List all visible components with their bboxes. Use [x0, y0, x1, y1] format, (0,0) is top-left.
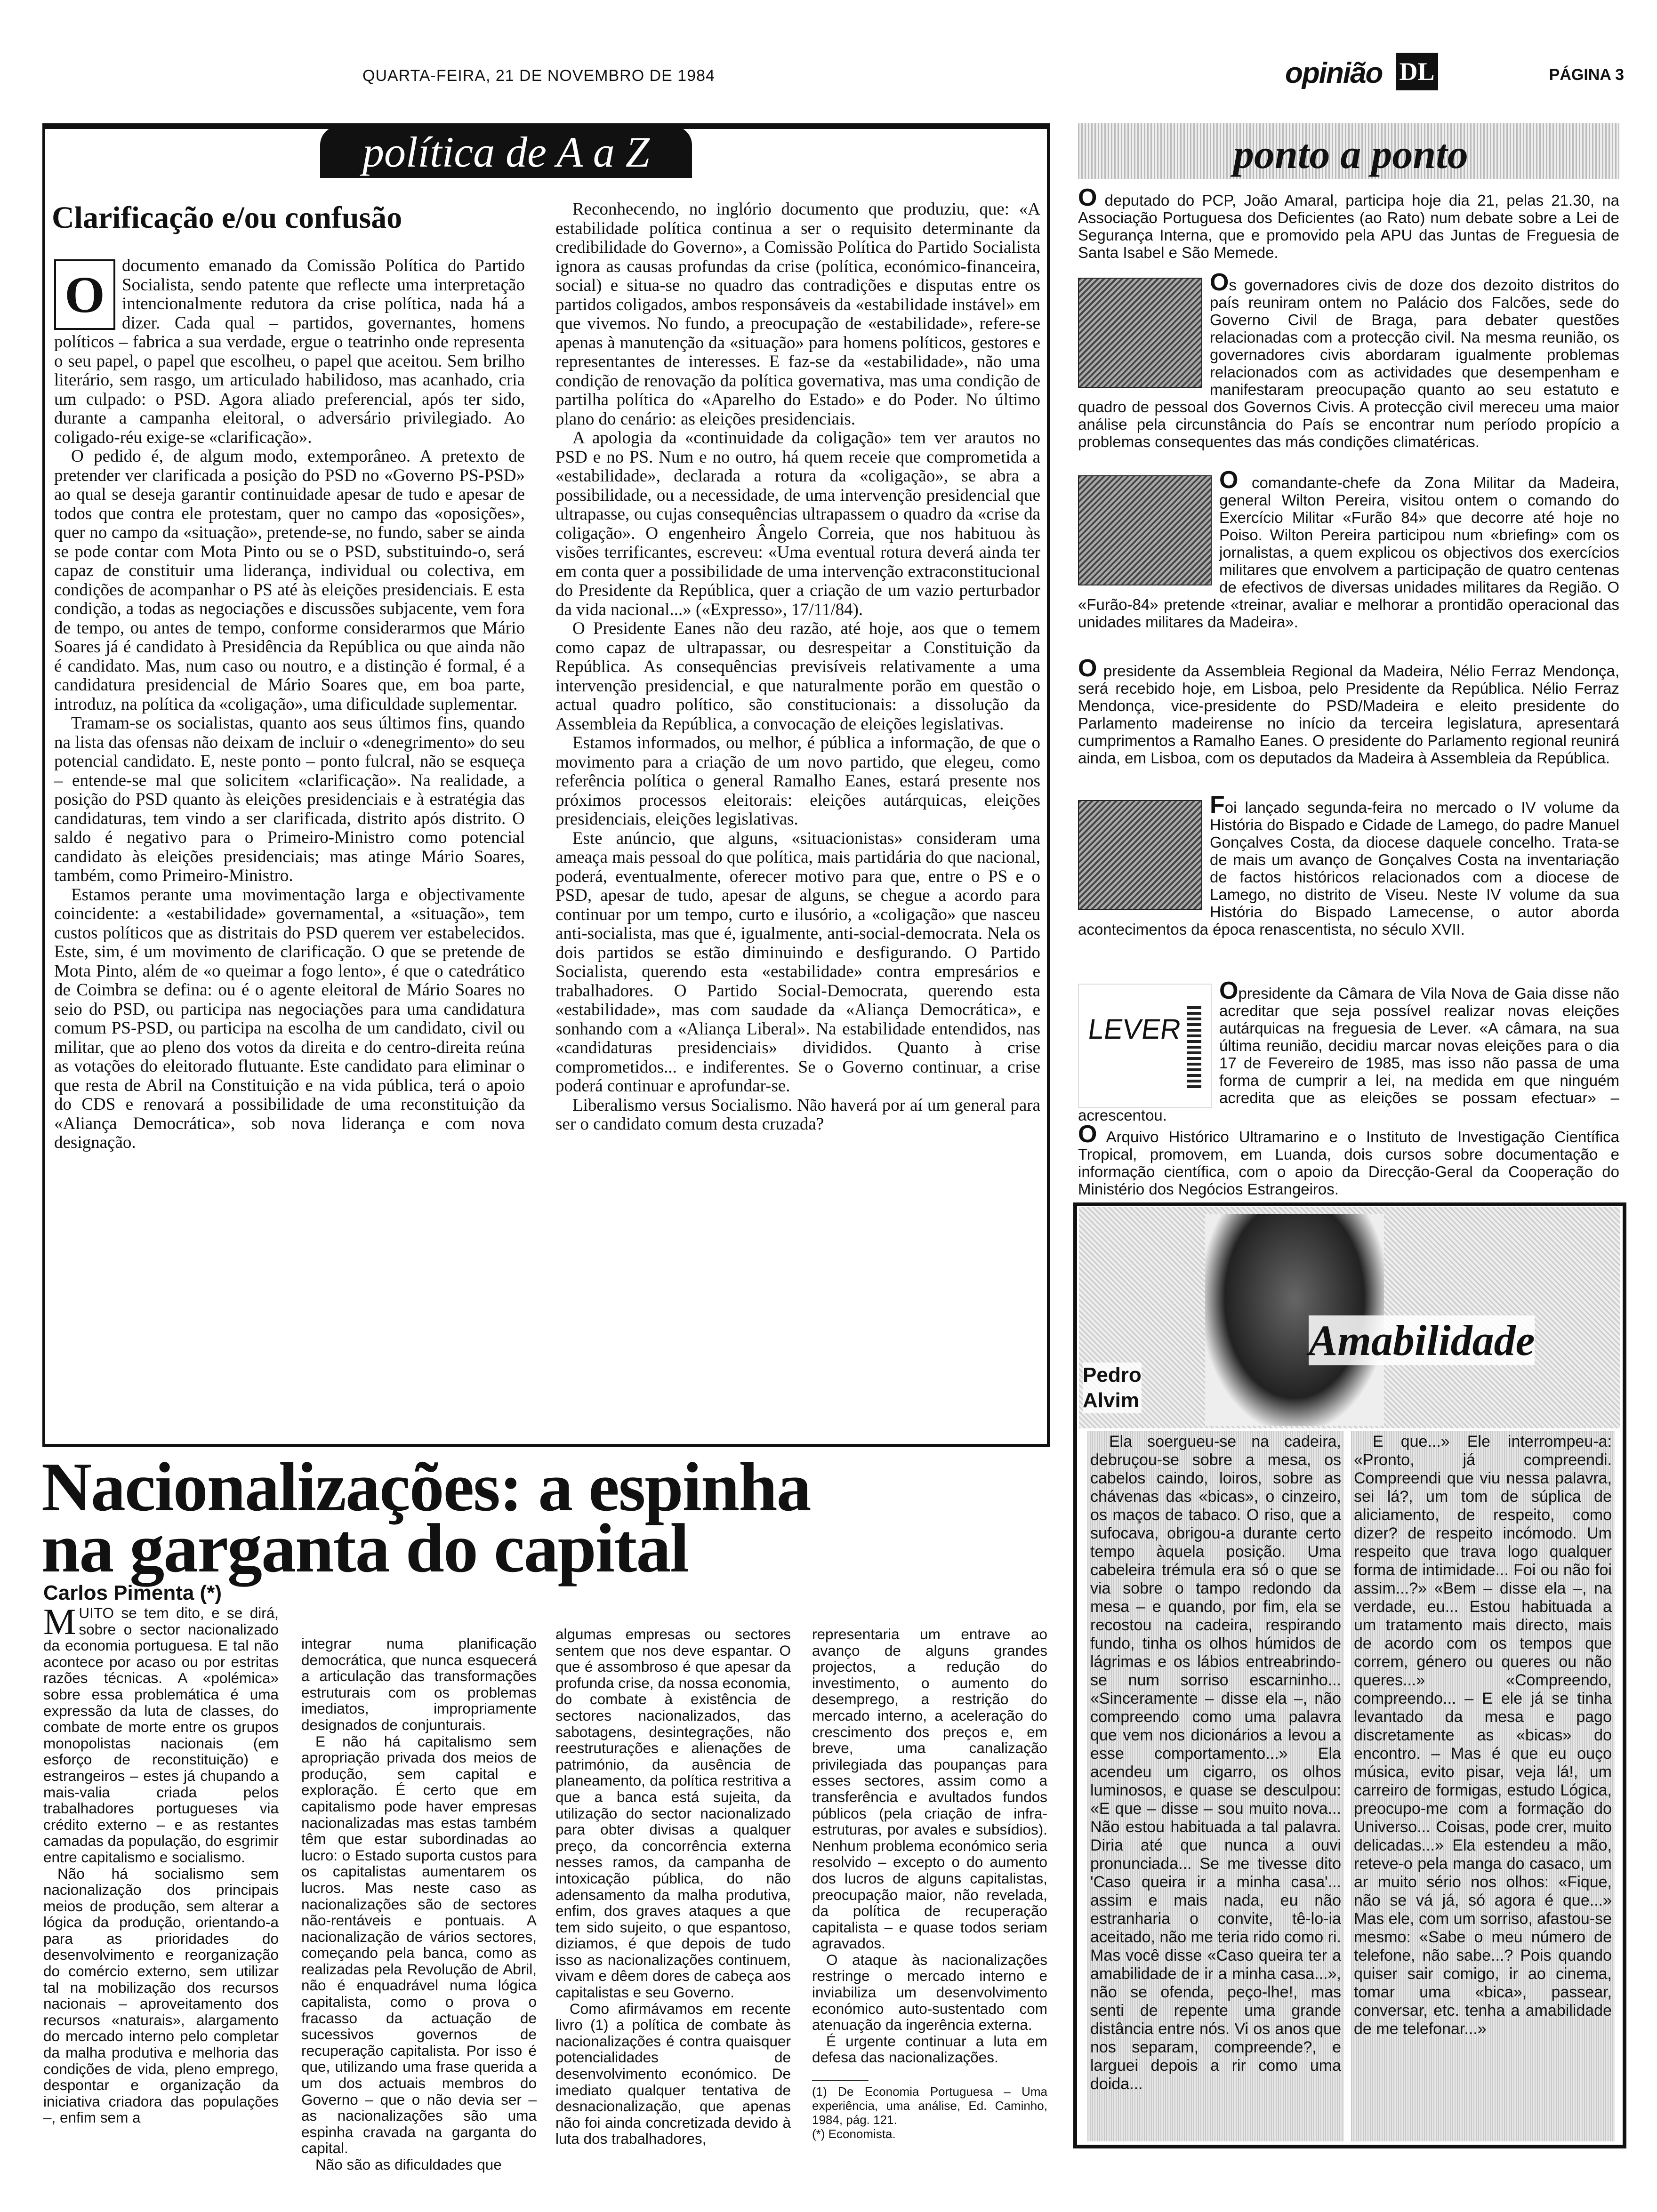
nac-column-1	[43, 1601, 279, 2170]
author-first-name: Pedro	[1083, 1363, 1142, 1387]
politica-paragraph: Estamos informados, ou melhor, é pública a informação, de que o movimento para a criação de um novo partido, que elegeu, como referência política o general Ramalho Eanes, estará presente nos próximos processos eleitorais: eleições autárquicas, eleições presidenciais, eleições legislativas.	[555, 733, 1040, 829]
item-text: deputado do PCP, João Amaral, participa hoje dia 21, pelas 21.30, na Associação Portuguesa dos Deficientes (ao Rato) num debate sobre a Lei de Segurança Interna, que e promovido pela APU das Juntas de Freguesia de Santa Isabel e São Memede.	[1078, 192, 1619, 261]
nac-paragraph: representaria um entrave ao avanço de alguns grandes projectos, a redução do investimento, o aumento do desemprego, a restrição do mercado interno, a aceleração do crescimento dos preços e, em breve, uma canalização privilegiada das poupanças para esses sectores, assim como a transferência e avultados fundos públicos (pela criação de infra-estruturas, por avales e subsídios). Nenhum problema económico seria resolvido – excepto o do aumento dos lucros de alguns capitalistas, preocupação maior, não revelada, da política de recuperação capitalista – e quase todos seriam agravados.	[812, 1626, 1047, 1952]
nac-column-3	[555, 1626, 791, 2172]
politica-paragraph: O Presidente Eanes não deu razão, até hoje, aos que o temem como capaz de ultrapassar, ou desrespeitar a Constituição da República. As consequências previsíveis relativamente a uma intervenção presidencial, e que naturalmente porão em questão o actual quadro político, são constitucionais: a dissolução da Assembleia da República, a convocação de eleições legislativas.	[555, 619, 1040, 734]
section-header	[1285, 53, 1624, 95]
politica-paragraph: Liberalismo versus Socialismo. Não haverá por aí um general para ser o candidato comum desta cruzada?	[555, 1095, 1040, 1134]
item-initial: O	[1078, 655, 1097, 682]
politica-paragraph: Estamos perante uma movimentação larga e objectivamente coincidente: a «estabilidade» governamental, a «situação», tem custos políticos que as distritais do PSD querem ver estabelecidos. Este, sim, é um movimento de clarificação. O que se pretende de Mota Pinto, além de «o queimar a fogo lento», é que o catedrático de Coimbra se defina: ou é o agente eleitoral de Mário Soares no seio do PSD, ou participa nas negociações para uma candidatura comum PS-PSD, ou participa na escolha de um candidato, civil ou militar, que ao pleno dos votos da direita e do centro-direita reúna as votações do eleitorado flutuante. Este candidato para eliminar o que resta de Abril na Constituição e na vida pública, terá o apoio do CDS e renovará a possibilidade de uma reconstituição da «Aliança Democrática», sob nova liderança e com nova designação.	[54, 885, 525, 1152]
nac-paragraph: algumas empresas ou sectores sentem que nos deve espantar. O que é assombroso é que apesar da profunda crise, da nossa economia, do combate à existência de sectores nacionalizados, das sabotagens, desintegrações, não reestruturações e alienações de património, da ausência de planeamento, da política restritiva a que a banca está sujeita, da utilização do sector nacionalizado para obter divisas a qualquer preço, da concorrência externa nesses ramos, da campanha de intoxicação pública, do não adensamento da malha produtiva, enfim, dos graves ataques a que tem sido sujeito, o que espantoso, diziamos, é que depois de tudo isso as nacionalizações continuem, vivam e dêem dores de cabeça aos capitalistas e seu Governo.	[555, 1626, 791, 2001]
politica-paragraph: documento emanado da Comissão Política do Partido Socialista, sendo patente que reflecte uma interpretação intencionalmente redutora da crise política, nada há a dizer. Cada qual – partidos, governantes, homens políticos – fabrica a sua verdade, ergue o teatrinho onde representa o seu papel, o papel que escolheu, o papel que aceitou. Sem brilho literário, sem rasgo, um articulado habilidoso, mas acanhado, cria um culpado: o PSD. Agora aliado preferencial, após ter sido, durante a campanha eleitoral, o adversário privilegiado. Ao coligado-réu exige-se «clarificação».	[54, 256, 525, 447]
footnote: (*) Economista.	[812, 2127, 896, 2141]
page-number: PÁGINA 3	[1549, 66, 1624, 84]
nac-paragraph: Não são as dificuldades que	[315, 2156, 502, 2173]
politica-paragraph: O pedido é, de algum modo, extemporâneo. A pretexto de pretender ver clarificada a posição do PSD no «Governo PS-PSD» ao qual se deseja garantir continuidade apesar de tudo e apesar de todos que contra ele protestam, quer no campo das «oposições», quer no campo da «situação», pretende-se, no fundo, saber se ainda se pode contar com Mota Pinto ou se o PSD, substituindo-o, será capaz de constituir uma liderança, individual ou colectiva, em condições de acompanhar o PS até às eleições presidenciais. E esta condição, a todas as negociações e discussões subjacente, vem fora de tempo, ou antes de tempo, conforme considerarmos que Mário Soares já é candidato à Presidência da República ou que ainda não é candidato. Mas, num caso ou noutro, e a distinção é formal, é a candidatura presidencial de Mário Soares que, em boa parte, introduz, na política da «coligação», uma dificuldade suplementar.	[54, 447, 525, 714]
footnote: (1) De Economia Portuguesa – Uma experiência, uma análise, Ed. Caminho, 1984, pág. 121.	[812, 2084, 1047, 2127]
nacionalizacoes-author: Carlos Pimenta (*)	[43, 1581, 222, 1604]
politica-banner: política de A a Z	[320, 126, 692, 178]
newspaper-logo-icon: DL	[1396, 53, 1438, 90]
amabilidade-author	[1083, 1362, 1142, 1413]
author-last-name: Alvim	[1083, 1389, 1139, 1412]
footnote-rule	[812, 2080, 869, 2081]
ponto-item	[1078, 466, 1619, 657]
nac-paragraph: Não há socialismo sem nacionalização dos principais meios de produção, sem alterar a lógica da produção, orientando-a para as prioridades do desenvolvimento e reorganização do comércio externo, sem utilizar tal na mobilização dos recursos nacionais – aproveitamento dos recursos «naturais», alargamento do mercado interno pelo completar da malha produtiva e melhoria das condições de vida, pleno emprego, despontar e organização da iniciativa criadora das populações –, enfim sem a	[43, 1865, 279, 2126]
lever-sign: LEVER	[1086, 1013, 1183, 1045]
item-text: Arquivo Histórico Ultramarino e o Instituto de Investigação Científica Tropical, promovem, em Luanda, dois cursos sobre documentação e informação científica, com o apoio da Direcção-Geral da Cooperação do Ministério dos Negócios Estrangeiros.	[1078, 1128, 1619, 1198]
nac-paragraph: Como afirmávamos em recente livro (1) a política de combate às nacionalizações é contra quaisquer potencialidades de desenvolvimento económico. De imediato qualquer tentativa de desnacionalização, que apenas não foi ainda concretizada devido à luta dos trabalhadores,	[555, 2000, 791, 2148]
nac-paragraph: UITO se tem dito, e se dirá, sobre o sector nacionalizado da economia portuguesa. E tal não acontece por acaso ou por estritas razões técnicas. A «polémica» sobre essa problemática é uma expressão da luta de classes, do combate de morte entre os grupos monopolistas nacionais (em esforço de reconstituição) e estrangeiros – estes já chupando a mais-valia criada pelos trabalhadores portugueses via crédito externo – e as restantes camadas da população, do esgrimir entre capitalismo e socialismo.	[43, 1604, 279, 1866]
item-initial: O	[1078, 184, 1097, 211]
politica-paragraph: A apologia da «continuidade da coligação» tem ver arautos no PSD e no PS. Num e no outro, há quem receie que comprometida a «estabilidade», declarada a rotura da «coligação», se abra a possibilidade, ou a necessidade, de uma intervenção presidencial que ultrapasse, ou cujas consequências ultrapassem o quadro da «crise da coligação». O engenheiro Ângelo Correia, que nos habituou às visões terrificantes, escreveu: «Uma eventual rotura deverá ainda ter em conta quer a possibilidade de uma intervenção extraconstitucional do Presidente da República, quer a criação de um vazio perturbador da vida nacional...» («Expresso», 17/11/84).	[555, 428, 1040, 619]
item-initial: O	[1219, 977, 1239, 1004]
ponto-title: ponto a ponto	[1233, 132, 1468, 177]
amabilidade-paragraph: E que...» Ele interrompeu-a: «Pronto, já compreendi. Compreendi que viu nessa palavra, sei lá?, um tom de súplica de aliciamento, de respeito, como dizer? de respeito incómodo. Um respeito que trava logo qualquer forma de intimidade... Foi ou não foi assim...?» «Bem – disse ela –, na verdade, eu... Estou habituada a um tratamento mais directo, mais de acordo com os tempos que correm, género ou queres ou não queres...» «Compreendo, compreendo... – E ele já se tinha levantado da mesa e pago discretamente as «bicas» do encontro. – Mas é que eu ouço música, evito pisar, veja lá!, um carreiro de formigas, estudo Lógica, preocupo-me com a formação do Universo... Coisas, pode crer, muito delicadas...» Ela estendeu a mão, reteve-o pela manga do casaco, um ar muito sério nos olhos: «Fique, não se vá já, só agora é que...» Mas ele, com um sorriso, afastou-se mesmo: «Sabe o meu número de telefone, não sabe...? Pois quando quiser sair comigo, ir ao cinema, tomar uma «bica», passear, conversar, etc. tenha a amabilidade de me telefonar...»	[1354, 1433, 1612, 2038]
politica-paragraph: Tramam-se os socialistas, quanto aos seus últimos fins, quando na lista das ofensas não deixam de incluir o «denegrimento» do seu potencial candidato. E, neste ponto – ponto fulcral, não se esqueça – entende-se mal que solicitem «clarificação». Na realidade, a posição do PSD quanto às eleições presidenciais e à estratégia das candidaturas, tem vindo a ser clarificada, distrito após distrito. O saldo é negativo para o Primeiro-Ministro como potencial candidato às eleições presidenciais; mas atinge Mário Soares, também, como Primeiro-Ministro.	[54, 713, 525, 885]
item-initial: F	[1210, 791, 1225, 818]
amabilidade-column-1	[1087, 1431, 1344, 2141]
ponto-item	[1078, 269, 1619, 464]
amabilidade-title: Amabilidade	[1309, 1316, 1535, 1364]
nac-paragraph: O ataque às nacionalizações restringe o mercado interno e inviabiliza um desenvolvimento económico auto-sustentado com atenuação da ingerência externa.	[812, 1951, 1047, 2034]
item-text: s governadores civis de doze dos dezoito distritos do país reuniram ontem no Palácio dos Falcões, sede do Governo Civil de Braga, para debater questões relacionadas com a protecção civil. Na mesma reunião, os governadores civis abordaram igualmente problemas relacionados com as actividades que desempenham e manifestaram preocupação quanto ao seu estatuto e quadro de pessoal dos Governos Civis. A protecção civil mereceu uma maior análise pela circunstância do País se encontrar num período propício a problemas consequentes das más condições climatéricas.	[1078, 276, 1619, 450]
ponto-item	[1078, 655, 1620, 793]
politica-paragraph: Reconhecendo, no inglório documento que produziu, que: «A estabilidade política continua a ser o requisito determinante da credibilidade do Governo», a Comissão Política do Partido Socialista ignora as causas profundas da crise (política, económico-financeira, social) e situa-se no quadro das contradições e disputas entre os partidos coligados, ambos responsáveis da «estabilidade instável» em que vivemos. No fundo, a preocupação de «estabilidade», refere-se apenas à manutenção da «situação» para homens políticos, gestores e representantes de interesses. E faz-se da «estabilidade», não uma condição de renovação da política governativa, mas uma condição de partilha política do «Aparelho do Estado» e do Poder. No último plano do cenário: as eleições presidenciais.	[555, 200, 1040, 429]
item-initial: O	[1078, 1121, 1097, 1148]
title-line-1: Nacionalizações: a espinha	[41, 1449, 811, 1526]
item-initial: O	[1210, 269, 1229, 296]
ponto-item	[1078, 791, 1619, 977]
nac-paragraph: integrar numa planificação democrática, que nunca esquecerá a articulação das transformações estruturais com os problemas imediatos, impropriamente designados de conjunturais.	[301, 1635, 537, 1733]
amabilidade-paragraph: Ela soergueu-se na cadeira, debruçou-se sobre a mesa, os cabelos caindo, loiros, sobre as chávenas das «bicas», o cinzeiro, os maços de tabaco. O riso, que a sufocava, obrigou-a durante certo tempo àquela posição. Uma cabeleira trémula era só o que se via sobre o tampo redondo da mesa – e quando, por fim, ela se recostou na cadeira, respirando fundo, tinha os olhos húmidos de lágrimas e os lábios entreabrindo-se num sorriso escarninho... «Sinceramente – disse ela –, não compreendo como uma palavra que vem nos dicionários a levou a esse comportamento...» Ela acendeu um cigarro, os olhos luminosos, e quase se desculpou: «E que – disse – sou muito nova... Não estou habituada a tal palavra. Diria até que nunca a ouvi pronunciada... Se me tivesse dito 'Caso queira ir a minha casa'... assim e mais nada, eu não estranharia o convite, tê-lo-ia aceitado, não me teria rido como ri. Mas você disse «Caso queira ter a amabilidade de ir a minha casa...», não se ofenda, peço-lhe!, mas senti de repente uma grande distância entre nós. Vi os anos que nos separam, compreende?, e larguei depois a rir como uma doida...	[1090, 1433, 1341, 2093]
item-text: presidente da Câmara de Vila Nova de Gaia disse não acreditar que seja possível realizar novas eleições autárquicas na freguesia de Lever. «A câmara, na sua última reunião, decidiu marcar novas eleições para o dia 17 de Fevereiro de 1985, mas isso não passa de uma forma de cumprir a lei, na medida em que ninguém acredita que as eleições se possam efectuar» – acrescentou.	[1078, 985, 1619, 1124]
section-name: opinião	[1285, 57, 1383, 89]
item-initial: O	[1219, 466, 1239, 494]
item-text: oi lançado segunda-feira no mercado o IV volume da História do Bispado e Cidade de Lamego, do padre Manuel Gonçalves Costa, da diocese daquele concelho. Trata-se de mais um avanço de Gonçalves Costa na inventariação de factos históricos relacionados com a diocese de Lamego, no distrito de Viseu. Neste IV volume da sua História do Bispado Lamecense, o autor aborda acontecimentos da época renascentista, no século XVII.	[1078, 799, 1619, 938]
nac-column-4	[812, 1626, 1047, 2172]
dropcap: O	[54, 259, 115, 330]
nac-paragraph: É urgente continuar a luta em defesa das nacionalizações.	[812, 2032, 1047, 2066]
page-date: QUARTA-FEIRA, 21 DE NOVEMBRO DE 1984	[362, 67, 715, 85]
item-text: comandante-chefe da Zona Militar da Madeira, general Wilton Pereira, visitou ontem o comando do Exercício Militar «Furão 84» que decorre até hoje no Poiso. Wilton Pereira participou num «briefing» com os jornalistas, a quem explicou os objectivos dos exercícios militares que envolvem a participação de quatro centenas de efectivos de diversas unidades militares da Região. O «Furão-84» pretende «treinar, avaliar e melhorar a prontidão operacional das unidades militares da Madeira».	[1078, 474, 1619, 631]
item-text: presidente da Assembleia Regional da Madeira, Nélio Ferraz Mendonça, será recebido hoje, em Lisboa, pelo Presidente da República. Nélio Ferraz Mendonça, vice-presidente do PSD/Madeira e eleito presidente do Parlamento madeirense no início da terceira legislatura, apresentará cumprimentos a Ramalho Eanes. O presidente do Parlamento regional reunirá ainda, em Lisboa, com os deputados da Madeira à Assembleia da República.	[1078, 662, 1620, 767]
ponto-item	[1078, 977, 1619, 1125]
dropcap: M	[43, 1601, 76, 1642]
politica-paragraph: Este anúncio, que alguns, «situacionistas» consideram uma ameaça mais pessoal do que política, mais partidária do que nacional, poderá, eventualmente, oferecer motivo para que, entre o PS e o PSD, apesar de tudo, apesar de alguns, se chegue a acordo para continuar por um tempo, curto e ilusório, a «coligação» que nasceu anti-socialista, mas que é, igualmente, anti-social-democrata. Nela os dois partidos se estão diminuindo e desfigurando. O Partido Socialista, querendo esta «estabilidade» contra empresários e trabalhadores. O Partido Social-Democrata, querendo esta «estabilidade», mas com saudade da «Aliança Democrática», e sonhando com a «Aliança Liberal». Na estabilidade entendidos, nas «candidaturas presidenciais» divididos. Quanto à crise comprometidos... e indiferentes. Se o Governo continuar, a crise poderá continuar e aprofundar-se.	[555, 828, 1040, 1096]
nacionalizacoes-title	[41, 1449, 811, 1587]
politica-title: Clarificação e/ou confusão	[52, 200, 402, 235]
nac-paragraph: E não há capitalismo sem apropriação privada dos meios de produção, sem capital e exploração. É certo que em capitalismo pode haver empresas nacionalizadas mas estas também têm que estar subordinadas ao lucro: o Estado suporta custos para os capitalistas aumentarem os lucros. Mas neste caso as nacionalizações são de sectores não-rentáveis e pontuais. A nacionalização de vários sectores, começando pela banca, como as realizadas pela Revolução de Abril, não é enquadrável numa lógica capitalista, como o prova o fracasso da actuação de sucessivos governos de recuperação capitalista. Por isso é que, utilizando uma frase querida a um dos actuais membros do Governo – que o não devia ser – as nacionalizações são uma espinha cravada na garganta do capital.	[301, 1732, 537, 2157]
nac-column-2	[301, 1635, 537, 2172]
title-line-2: na garganta do capital	[41, 1510, 689, 1587]
amabilidade-column-2	[1351, 1431, 1615, 2141]
politica-column-2	[555, 200, 1040, 1433]
ponto-item	[1078, 1121, 1619, 1198]
politica-column-1	[54, 256, 525, 1424]
ponto-item	[1078, 184, 1619, 261]
